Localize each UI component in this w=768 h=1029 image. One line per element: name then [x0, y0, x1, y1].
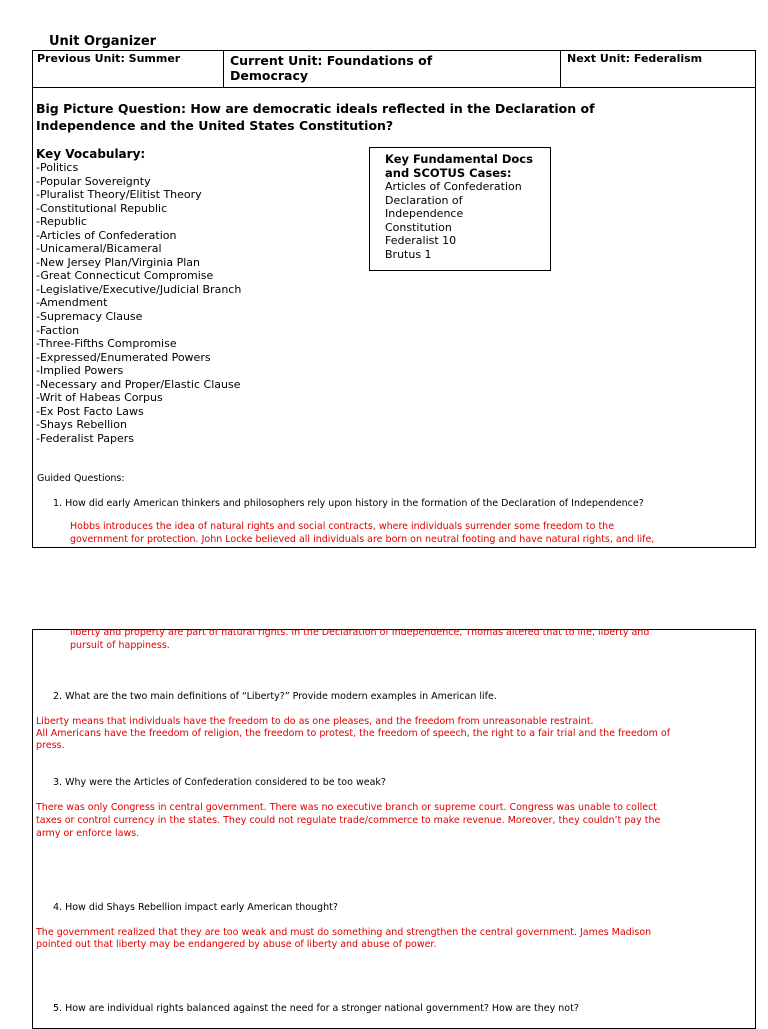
answer-1-top-clip — [32, 519, 756, 547]
vocab-item: -Writ of Habeas Corpus — [36, 391, 163, 405]
answer-1-line4: pursuit of happiness. — [70, 640, 170, 651]
answer-3-line1: There was only Congress in central government. There was no executive branch or supreme court. Congress was unable to collect — [36, 802, 658, 813]
key-doc-item: Declaration of — [385, 193, 463, 207]
question-2: 2. What are the two main definitions of “Liberty?” Provide modern examples in American life. — [53, 691, 497, 702]
vocab-item: -Republic — [36, 215, 87, 229]
answer-3-line2: taxes or control currency in the states. They could not regulate trade/commerce to make revenue. Moreover, they couldn’t pay the — [36, 815, 661, 826]
document-title: Unit Organizer — [49, 34, 157, 49]
key-doc-item: Constitution — [385, 220, 452, 234]
key-doc-item: Brutus 1 — [385, 247, 432, 261]
key-docs-box — [369, 147, 551, 271]
vocab-item: -Constitutional Republic — [36, 201, 168, 215]
current-unit-line2: Democracy — [230, 68, 309, 83]
vocab-item: -Politics — [36, 161, 79, 174]
vocab-heading: Key Vocabulary: — [36, 147, 146, 161]
answer-1-line1: Hobbs introduces the idea of natural rights and social contracts, where individuals surrender some freedom to the — [70, 521, 615, 532]
vocab-item: -Expressed/Enumerated Powers — [36, 350, 211, 364]
vocab-item: -Shays Rebellion — [36, 418, 127, 432]
current-unit-cell — [224, 51, 561, 87]
answer-2-line3: press. — [36, 740, 65, 751]
key-docs-heading-line1: Key Fundamental Docs — [385, 152, 533, 166]
answer-3-line3: army or enforce laws. — [36, 828, 140, 839]
previous-unit-cell: Previous Unit: Summer — [33, 51, 224, 87]
question-1: 1. How did early American thinkers and philosophers rely upon history in the formation of the Declaration of Independence? — [53, 498, 644, 509]
question-3: 3. Why were the Articles of Confederation considered to be too weak? — [53, 777, 386, 788]
vocab-item: -Necessary and Proper/Elastic Clause — [36, 377, 241, 391]
key-doc-item: Federalist 10 — [385, 234, 457, 247]
vocab-item: -Unicameral/Bicameral — [36, 242, 162, 256]
answer-1-line3: liberty and property are part of natural rights. In the Declaration of Independence, Thomas altered that to life, liberty and — [70, 629, 650, 638]
vocab-item: -Articles of Confederation — [36, 228, 177, 242]
key-docs-list — [385, 180, 550, 261]
vocab-list — [36, 161, 241, 445]
current-unit-line1: Current Unit: Foundations of — [230, 53, 433, 68]
answer-1-bottom-clip — [32, 629, 756, 657]
next-unit-cell: Next Unit: Federalism — [567, 52, 703, 65]
vocab-item: -Ex Post Facto Laws — [36, 404, 144, 418]
vocab-item: -Amendment — [36, 296, 108, 310]
answer-4-line2: pointed out that liberty may be endangered by abuse of liberty and abuse of power. — [36, 939, 437, 950]
answer-2-line1: Liberty means that individuals have the freedom to do as one pleases, and the freedom from unreasonable restraint. — [36, 716, 594, 727]
vocab-item: -Faction — [36, 323, 80, 337]
question-5: 5. How are individual rights balanced against the need for a stronger national government? How are they not? — [53, 1003, 579, 1014]
vocab-item: -Pluralist Theory/Elitist Theory — [36, 188, 202, 202]
answer-2-line2: All Americans have the freedom of religion, the freedom to protest, the freedom of speech, the right to a fair trial and the freedom of — [36, 728, 671, 739]
big-picture-line2: Independence and the United States Constitution? — [36, 118, 394, 133]
organizer-page2-frame — [32, 629, 756, 1029]
key-doc-item: Independence — [385, 207, 464, 220]
question-4: 4. How did Shays Rebellion impact early American thought? — [53, 902, 338, 913]
vocab-item: -Implied Powers — [36, 364, 124, 378]
vocab-item: -Federalist Papers — [36, 431, 135, 445]
vocab-item: -New Jersey Plan/Virginia Plan — [36, 255, 200, 269]
guided-questions-label: Guided Questions: — [37, 473, 125, 484]
vocab-item: -Supremacy Clause — [36, 310, 143, 324]
answer-4-line1: The government realized that they are too weak and must do something and strengthen the central government. James Madison — [36, 927, 652, 938]
big-picture-question — [36, 100, 736, 134]
vocab-item: -Three-Fifths Compromise — [36, 337, 177, 351]
answer-1-line2: government for protection. John Locke believed all individuals are born on neutral footing and have natural rights, and life, — [70, 534, 655, 545]
key-doc-item: Articles of Confederation — [385, 180, 522, 193]
vocab-item: -Popular Sovereignty — [36, 174, 151, 188]
key-docs-heading-line2: and SCOTUS Cases: — [385, 166, 512, 180]
vocab-item: -Legislative/Executive/Judicial Branch — [36, 282, 242, 296]
vocab-item: -Great Connecticut Compromise — [36, 269, 214, 283]
big-picture-line1: Big Picture Question: How are democratic ideals reflected in the Declaration of — [36, 101, 595, 116]
unit-header-table — [32, 50, 756, 88]
